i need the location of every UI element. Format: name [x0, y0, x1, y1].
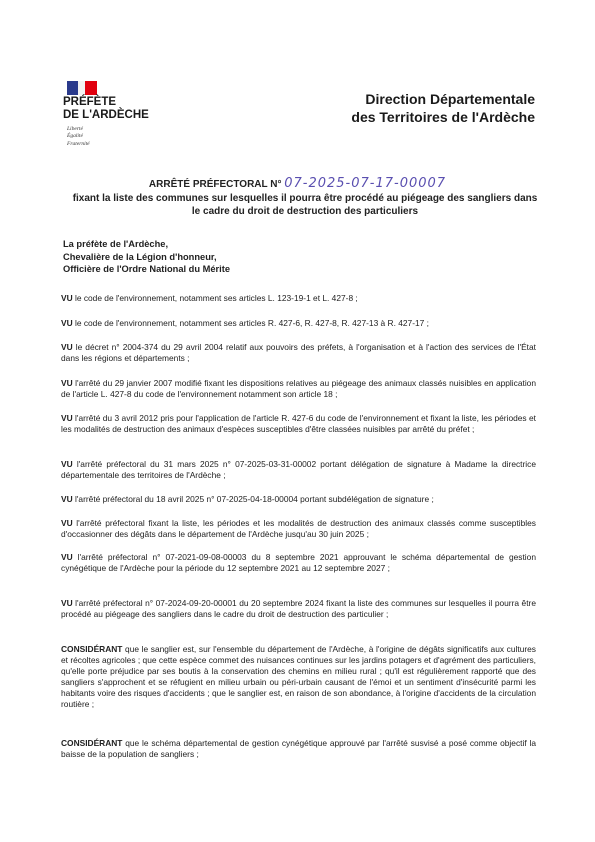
paragraph-text: l'arrêté du 29 janvier 2007 modifié fixant les dispositions relatives au piégeage des animaux classés nuisibles en application de l'article L. 427-8 du code de l'environnement notamment son article 18 ;	[61, 378, 536, 400]
paragraph-vu-5	[61, 413, 536, 435]
paragraph-vu-8	[61, 518, 536, 540]
paragraph-text: le code de l'environnement, notamment ses articles R. 427-6, R. 427-8, R. 427-13 à R. 427-17 ;	[72, 318, 429, 328]
republic-motto	[67, 126, 90, 148]
paragraph-lead: VU	[61, 293, 73, 303]
paragraph-lead: VU	[61, 598, 73, 608]
paragraph-lead: CONSIDÉRANT	[61, 644, 123, 654]
motto-liberte: Liberté	[67, 126, 83, 132]
direction-line2: des Territoires de l'Ardèche	[351, 109, 535, 125]
paragraph-vu-1	[61, 293, 536, 304]
prefecture-name	[63, 96, 149, 121]
paragraph-considerant-1	[61, 644, 536, 711]
paragraph-vu-4	[61, 378, 536, 400]
decree-subtitle: fixant la liste des communes sur lesquelles il pourra être procédé au piégeage des sangliers dans le cadre du droit de destruction des particuliers	[72, 193, 538, 217]
paragraph-text: l'arrêté du 3 avril 2012 pris pour l'application de l'article R. 427-6 du code de l'environnement et fixant la liste, les périodes et les modalités de destruction des animaux d'espèces susceptibles d'être classées nuisibles par arrêté du préfet ;	[61, 413, 536, 435]
signatory-line2: Chevalière de la Légion d'honneur,	[63, 251, 217, 262]
marianne-flag-logo	[67, 81, 97, 95]
paragraph-considerant-2	[61, 738, 536, 760]
paragraph-vu-2	[61, 318, 536, 329]
paragraph-text: que le schéma départemental de gestion cynégétique approuvé par l'arrêté susvisé a posé comme objectif la baisse de la population de sangliers ;	[61, 738, 536, 760]
paragraph-text: l'arrêté préfectoral du 18 avril 2025 n° 07-2025-04-18-00004 portant subdélégation de signature ;	[72, 494, 434, 504]
paragraph-lead: VU	[61, 378, 73, 388]
paragraph-text: le décret n° 2004-374 du 29 avril 2004 relatif aux pouvoirs des préfets, à l'organisation et à l'action des services de l'État dans les régions et départements ;	[61, 342, 536, 364]
decree-title	[0, 177, 595, 191]
motto-fraternite: Fraternité	[67, 140, 90, 147]
paragraph-lead: VU	[61, 342, 73, 352]
signatory-block	[63, 238, 230, 276]
paragraph-vu-6	[61, 459, 536, 481]
decree-title-prefix: ARRÊTÉ PRÉFECTORAL N°	[148, 179, 282, 190]
paragraph-text: l'arrêté préfectoral fixant la liste, les périodes et les modalités de destruction des animaux classés comme susceptibles d'occasionner des dégâts dans le département de l'Ardèche jusqu'au 30 juin 2025 ;	[61, 518, 536, 540]
paragraph-vu-9	[61, 552, 536, 574]
prefecture-line1: PRÉFÈTE	[63, 96, 117, 108]
direction-line1: Direction Départementale	[365, 91, 535, 107]
paragraph-lead: VU	[61, 413, 73, 423]
paragraph-lead: VU	[61, 552, 73, 562]
paragraph-text: l'arrêté préfectoral n° 07-2021-09-08-00003 du 8 septembre 2021 approuvant le schéma départemental de gestion cynégétique de l'Ardèche pour la période du 12 septembre 2021 au 12 septembre 2027 ;	[61, 552, 536, 574]
paragraph-vu-10	[61, 598, 536, 620]
motto-egalite: Égalité	[67, 133, 83, 140]
paragraph-vu-3	[61, 342, 536, 364]
decree-number: 07-2025-07-17-00007	[284, 176, 447, 191]
prefecture-line2: DE L'ARDÈCHE	[63, 108, 149, 121]
paragraph-lead: VU	[61, 318, 73, 328]
paragraph-lead: VU	[61, 459, 73, 469]
paragraph-text: l'arrêté préfectoral n° 07-2024-09-20-00001 du 20 septembre 2024 fixant la liste des communes sur lesquelles il pourra être procédé au piégeage des sangliers dans le cadre du droit de destruction des particulier ;	[61, 598, 536, 620]
signatory-line3: Officière de l'Ordre National du Mérite	[63, 264, 231, 274]
paragraph-text: que le sanglier est, sur l'ensemble du département de l'Ardèche, à l'origine de dégâts significatifs aux cultures et récoltes agricoles ; que cette espèce commet des nuisances continues sur les jardins potagers et d'agrément des particuliers, qu'elle porte préjudice par ses boutis à la conservation des chemins en milieu rural ; qu'il est régulièrement rapporté que des sangliers s'approchent et se réfugient en milieu urbain ou péri-urbain causant de l'émoi et un sentiment d'insécurité parmi les habitants voire des risques d'accidents ; que le sanglier est, en raison de son abondance, à l'origine d'accidents de la circulation routière ;	[61, 644, 536, 710]
paragraph-lead: VU	[61, 518, 73, 528]
signatory-line1: La préfète de l'Ardèche,	[63, 239, 169, 249]
paragraph-text: le code de l'environnement, notamment ses articles L. 123-19-1 et L. 427-8 ;	[72, 293, 358, 303]
paragraph-lead: CONSIDÉRANT	[61, 738, 123, 748]
paragraph-lead: VU	[61, 494, 73, 504]
paragraph-text: l'arrêté préfectoral du 31 mars 2025 n° 07-2025-03-31-00002 portant délégation de signature à Madame la directrice départementale des territoires de l'Ardèche ;	[61, 459, 536, 481]
direction-heading	[351, 90, 535, 126]
paragraph-vu-7	[61, 494, 536, 505]
